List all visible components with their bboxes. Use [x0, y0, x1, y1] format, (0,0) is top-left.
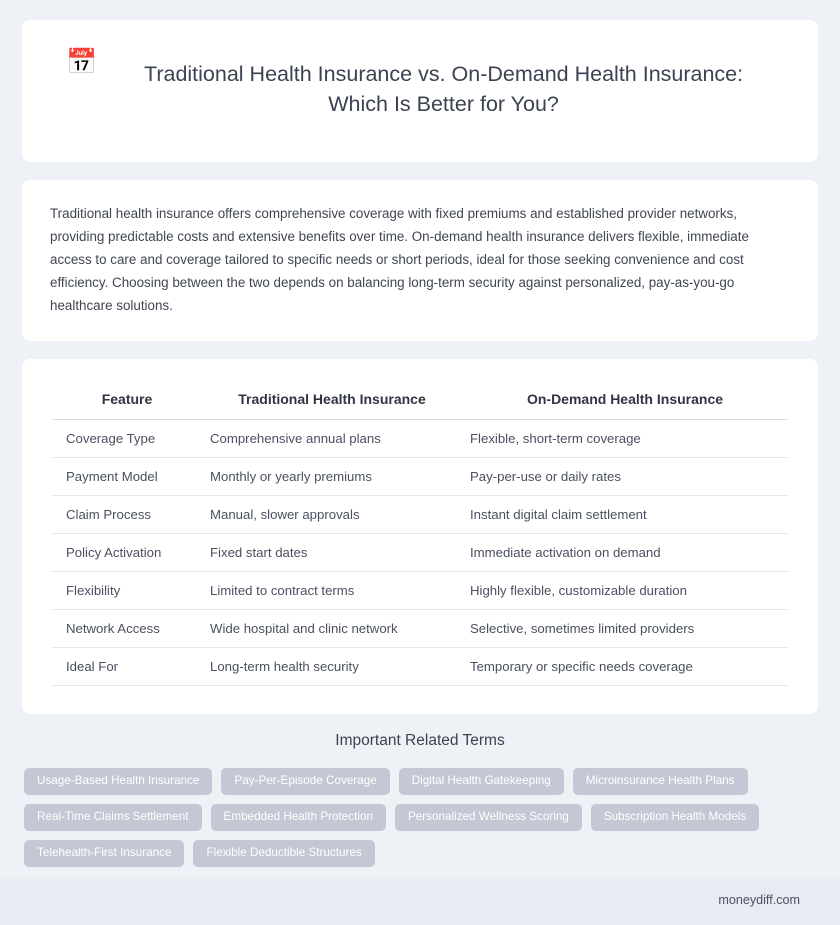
- table-header-row: [52, 385, 788, 420]
- intro-card: [22, 180, 818, 341]
- term-chip[interactable]: Telehealth-First Insurance: [24, 840, 184, 867]
- term-chip[interactable]: Flexible Deductible Structures: [193, 840, 374, 867]
- table-row: [52, 458, 788, 496]
- intro-paragraph: Traditional health insurance offers comprehensive coverage with fixed premiums and established provider networks, providing predictable costs and extensive benefits over time. On-demand health insurance delivers flexible, immediate access to care and coverage tailored to specific needs or short periods, ideal for those seeking convenience and cost efficiency. Choosing between the two depends on balancing long-term security against personalized, pay-as-you-go healthcare solutions.: [50, 206, 749, 314]
- table-cell-ondemand: Pay-per-use or daily rates: [462, 458, 788, 496]
- table-row: [52, 610, 788, 648]
- term-chip[interactable]: Personalized Wellness Scoring: [395, 804, 582, 831]
- term-chip[interactable]: Usage-Based Health Insurance: [24, 768, 212, 795]
- table-column-header-feature: Feature: [52, 385, 202, 420]
- related-terms-list: [22, 768, 818, 867]
- related-terms-section: [22, 732, 818, 867]
- table-cell-feature: Network Access: [52, 610, 202, 648]
- table-row: [52, 572, 788, 610]
- table-row: [52, 648, 788, 686]
- table-cell-traditional: Comprehensive annual plans: [202, 420, 462, 458]
- term-chip[interactable]: Digital Health Gatekeeping: [399, 768, 564, 795]
- table-cell-feature: Payment Model: [52, 458, 202, 496]
- footer-site-name: moneydiff.com: [718, 892, 800, 907]
- table-cell-traditional: Limited to contract terms: [202, 572, 462, 610]
- table-cell-ondemand: Highly flexible, customizable duration: [462, 572, 788, 610]
- comparison-table-card: [22, 359, 818, 714]
- comparison-table: [52, 385, 788, 686]
- header-card: [22, 20, 818, 162]
- table-cell-ondemand: Flexible, short-term coverage: [462, 420, 788, 458]
- term-chip[interactable]: Pay-Per-Episode Coverage: [221, 768, 389, 795]
- table-row: [52, 420, 788, 458]
- table-cell-traditional: Long-term health security: [202, 648, 462, 686]
- table-row: [52, 534, 788, 572]
- table-cell-ondemand: Instant digital claim settlement: [462, 496, 788, 534]
- table-column-header-ondemand: On-Demand Health Insurance: [462, 385, 788, 420]
- table-cell-traditional: Monthly or yearly premiums: [202, 458, 462, 496]
- table-row: [52, 496, 788, 534]
- term-chip[interactable]: Microinsurance Health Plans: [573, 768, 748, 795]
- table-cell-traditional: Fixed start dates: [202, 534, 462, 572]
- footer: [0, 879, 840, 925]
- table-cell-ondemand: Selective, sometimes limited providers: [462, 610, 788, 648]
- table-cell-ondemand: Immediate activation on demand: [462, 534, 788, 572]
- table-cell-feature: Flexibility: [52, 572, 202, 610]
- term-chip[interactable]: Subscription Health Models: [591, 804, 759, 831]
- page-title: Traditional Health Insurance vs. On-Demand Health Insurance: Which Is Better for You?: [144, 62, 744, 117]
- term-chip[interactable]: Embedded Health Protection: [211, 804, 386, 831]
- table-cell-feature: Coverage Type: [52, 420, 202, 458]
- table-cell-feature: Policy Activation: [52, 534, 202, 572]
- calendar-icon: 📅: [66, 48, 98, 76]
- table-cell-feature: Claim Process: [52, 496, 202, 534]
- table-cell-ondemand: Temporary or specific needs coverage: [462, 648, 788, 686]
- table-cell-traditional: Manual, slower approvals: [202, 496, 462, 534]
- table-cell-traditional: Wide hospital and clinic network: [202, 610, 462, 648]
- term-chip[interactable]: Real-Time Claims Settlement: [24, 804, 202, 831]
- related-terms-title: Important Related Terms: [335, 732, 505, 750]
- table-cell-feature: Ideal For: [52, 648, 202, 686]
- table-column-header-traditional: Traditional Health Insurance: [202, 385, 462, 420]
